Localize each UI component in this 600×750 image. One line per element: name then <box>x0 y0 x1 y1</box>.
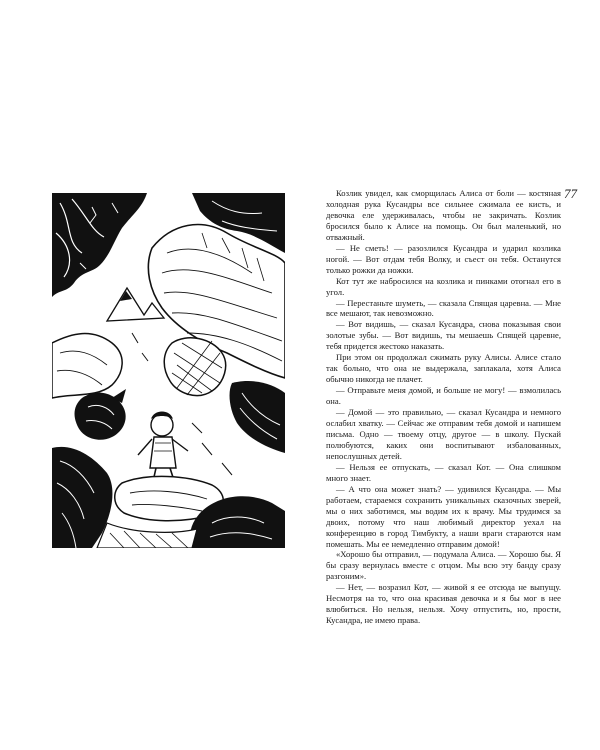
paragraph: — Нет, — возразил Кот, — живой я ее отсюда не выпущу. Несмотря на то, что она красивая девочка и я бы мог в нее влюбиться. Но нельзя, нельзя. Хочу отпустить, но, прости, Кусандра, не имею права. <box>326 582 561 626</box>
page-number: 77 <box>564 186 577 201</box>
paragraph: «Хорошо бы отправил, — подумала Алиса. — Хорошо бы. Я бы сразу вернулась вместе с отцом. Мы всю эту банду сразу разгоним». <box>326 549 561 582</box>
paragraph: — Отправьте меня домой, и больше не могу! — взмолилась она. <box>326 385 561 407</box>
paragraph: — Не сметь! — разозлился Кусандра и ударил козлика ногой. — Вот отдам тебя Волку, и съест он тебя. Останутся только рожки да ножки. <box>326 242 561 275</box>
paragraph: — Домой — это правильно, — сказал Кусандра и немного ослабил хватку. — Сейчас же отправим тебя домой и напишем письма. Одно — твоему отцу, другое — в школу. Пускай полюбуются, каких они воспитывают избалованных, непослушных детей. <box>326 407 561 461</box>
illustration-drawing <box>52 193 285 548</box>
paragraph: При этом он продолжал сжимать руку Алисы. Алисе стало так больно, что она не выдержала, заплакала, хотя Алиса обычно никогда не плачет. <box>326 352 561 385</box>
paragraph: Козлик увидел, как сморщилась Алиса от боли — костяная холодная рука Кусандры все сильнее сжимала ее кисть, и девочка еле удерживалась, чтобы не закричать. Козлик бросился было к Алисе на помощь. Он был маленький, но отважный. <box>326 188 561 242</box>
paragraph: — А что она может знать? — удивился Кусандра. — Мы работаем, стараемся сохранить уникальных сказочных зверей, мы о них заботимся, мы водим их к врачу. Мы трудимся за двоих, потому что наш любимый директор уехал на конференцию в город Тимбукту, а наши враги стараются нам помешать. Мы ее немедленно отправим домой! <box>326 483 561 549</box>
paragraph: — Перестаньте шуметь, — сказала Спящая царевна. — Мне все мешают, так невозможно. <box>326 297 561 319</box>
paragraph: — Вот видишь, — сказал Кусандра, снова показывая свои золотые зубы. — Вот видишь, ты мешаешь Спящей царевне, тебя придется жестоко наказать. <box>326 319 561 352</box>
body-text <box>326 188 561 626</box>
book-illustration <box>52 193 285 548</box>
paragraph: Кот тут же набросился на козлика и пинками отогнал его в угол. <box>326 275 561 297</box>
right-page <box>300 0 600 750</box>
paragraph: — Нельзя ее отпускать, — сказал Кот. — Она слишком много знает. <box>326 461 561 483</box>
